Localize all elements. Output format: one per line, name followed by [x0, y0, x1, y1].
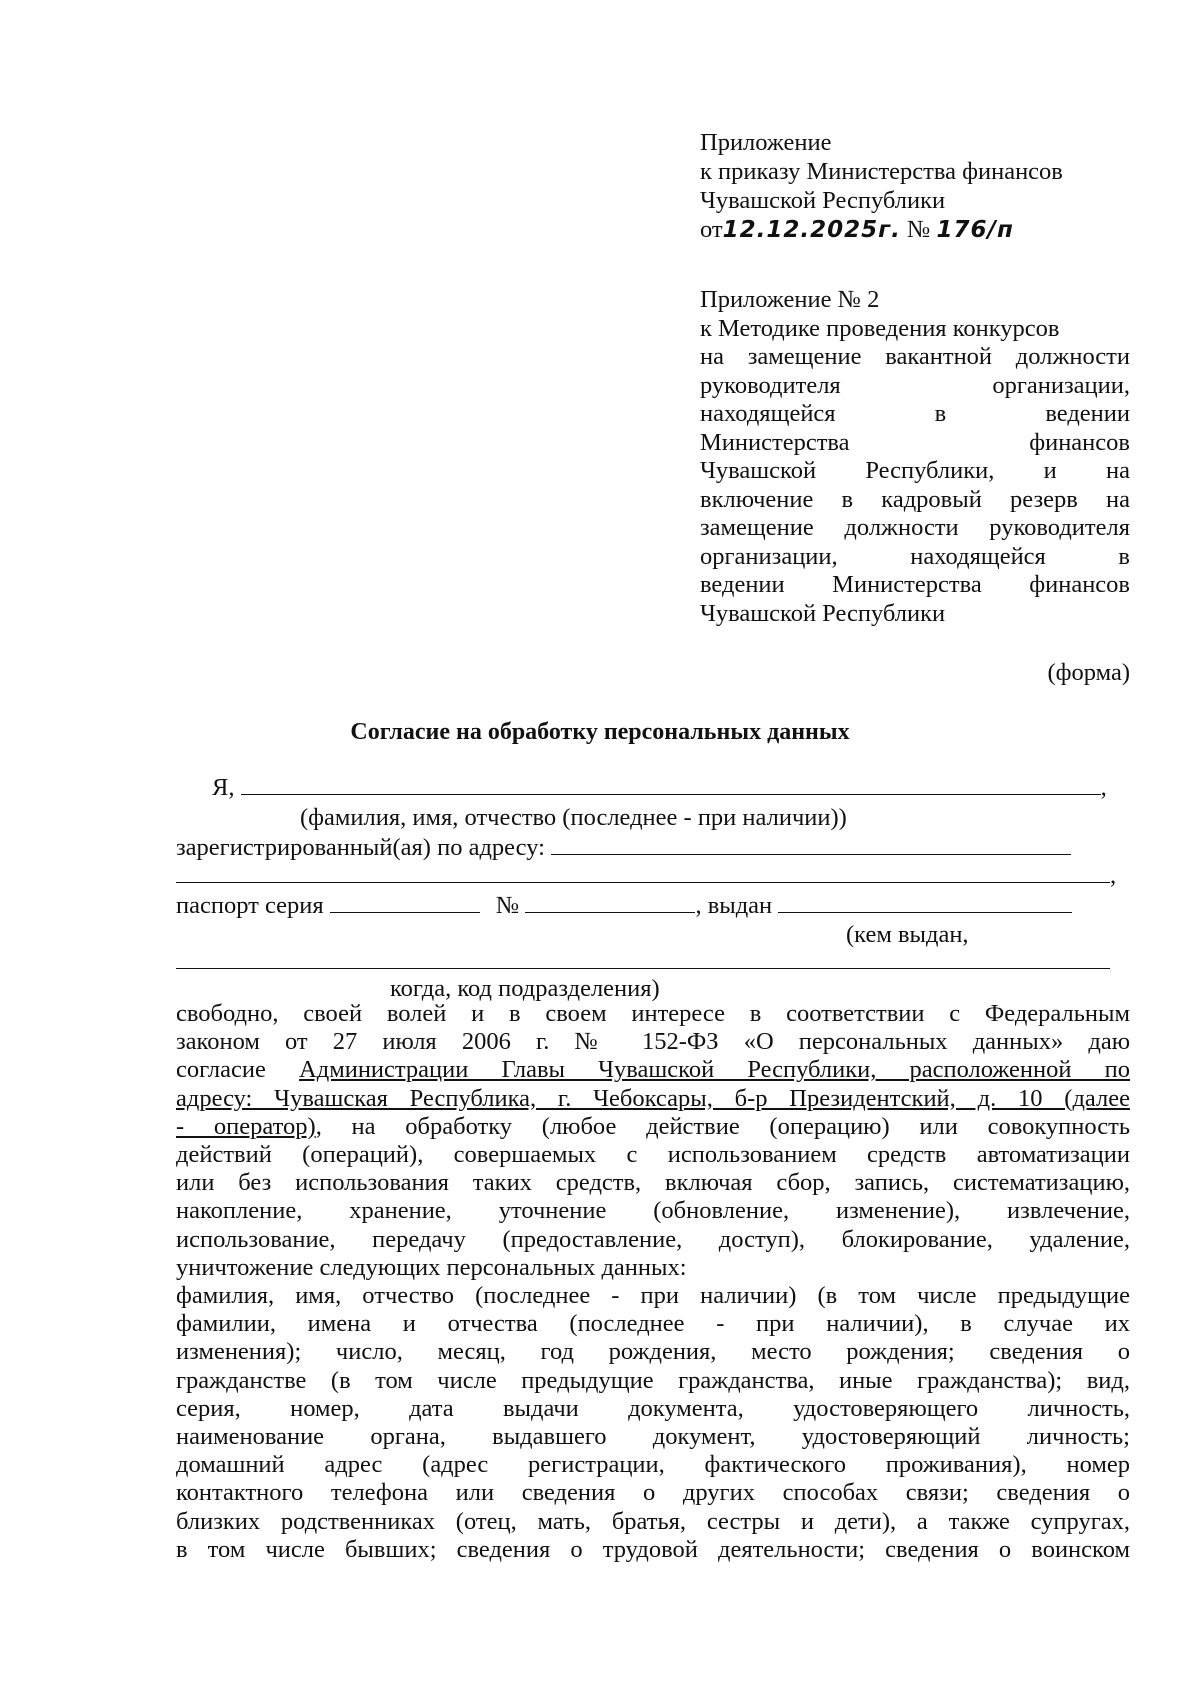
fio-hint: (фамилия, имя, отчество (последнее - при наличии)) — [300, 804, 847, 831]
document-title: Согласие на обработку персональных данных — [350, 719, 850, 745]
appendix-order-ref: к приказу Министерства финансов — [700, 158, 1063, 185]
address-label: зарегистрированный(ая) по адресу: — [176, 834, 545, 861]
address-field-2[interactable] — [176, 860, 1110, 883]
methodology-line: ведении Министерства финансов — [700, 571, 1130, 598]
address-suffix: , — [1110, 862, 1117, 889]
passport-number-field[interactable] — [525, 890, 695, 913]
body-line: или без использования таких средств, включая сбор, запись, систематизацию, — [176, 1169, 1130, 1197]
body-line: наименование органа, выдавшего документ, удостоверяющий личность; — [176, 1423, 1130, 1451]
methodology-line: руководителя организации, — [700, 371, 1130, 399]
body-line: изменения); число, месяц, год рождения, место рождения; сведения о — [176, 1338, 1130, 1366]
body-line: действий (операций), совершаемых с использованием средств автоматизации — [176, 1141, 1130, 1169]
when-hint: когда, код подразделения) — [390, 975, 660, 1002]
passport-label: паспорт серия — [176, 892, 324, 919]
appendix-title: Приложение — [700, 129, 832, 156]
issued-hint: (кем выдан, — [846, 921, 969, 948]
body-line: контактного телефона или сведения о других способах связи; сведения о — [176, 1479, 1130, 1507]
methodology-line: на замещение вакантной должности — [700, 343, 1130, 370]
consent-body — [176, 1000, 1130, 1564]
address-row-2 — [176, 860, 1116, 890]
methodology-line: находящейся в ведении — [700, 400, 1130, 427]
body-line-start: согласие — [176, 1056, 300, 1084]
methodology-line: Чувашской Республики, и на — [700, 457, 1130, 484]
body-line: в том числе бывших; сведения о трудовой деятельности; сведения о воинском — [176, 1535, 1130, 1563]
body-line: свободно, своей волей и в своем интересе в соответствии с Федеральным — [176, 1000, 1130, 1027]
methodology-line: к Методике проведения конкурсов — [700, 314, 1060, 342]
issued-label: , выдан — [695, 892, 773, 919]
handwritten-number: 176/п — [936, 217, 1014, 243]
body-line: серия, номер, дата выдачи документа, удостоверяющего личность, — [176, 1394, 1130, 1422]
passport-row — [176, 890, 1072, 920]
methodology-line: включение в кадровый резерв на — [700, 485, 1130, 513]
passport-number-sign: № — [495, 892, 520, 919]
processing-text: , на обработку (любое действие (операцию) или совокупность — [315, 1112, 1130, 1140]
issued-by-field[interactable] — [778, 890, 1072, 913]
fio-row — [212, 772, 1107, 802]
fio-field[interactable] — [241, 772, 1101, 795]
body-line: уничтожение следующих персональных данных: — [176, 1253, 687, 1281]
i-label: Я, — [212, 774, 235, 801]
body-line: накопление, хранение, уточнение (обновление, изменение), извлечение, — [176, 1197, 1130, 1225]
passport-series-field[interactable] — [330, 890, 480, 913]
date-prefix: от — [700, 216, 723, 243]
body-line-operator-3 — [176, 1113, 1130, 1141]
methodology-header — [700, 286, 1130, 628]
methodology-line: Министерства финансов — [700, 428, 1130, 456]
methodology-line: организации, находящейся в — [700, 542, 1130, 570]
body-line: близких родственниках (отец, мать, братья, сестры и дети), а также супругах, — [176, 1507, 1130, 1535]
operator-name: Администрации Главы Чувашской Республики, расположенной по — [299, 1056, 1130, 1084]
methodology-line: Чувашской Республики — [700, 599, 946, 627]
body-line-operator-1 — [176, 1056, 1130, 1084]
body-line: домашний адрес (адрес регистрации, фактического проживания), номер — [176, 1451, 1130, 1479]
address-field[interactable] — [551, 832, 1071, 855]
address-row — [176, 832, 1071, 862]
appendix-date-line — [700, 215, 1130, 245]
appendix-header — [700, 128, 1130, 245]
body-line: фамилия, имя, отчество (последнее - при наличии) (в том числе предыдущие — [176, 1282, 1130, 1310]
form-label: (форма) — [1047, 659, 1130, 686]
body-line-operator-2 — [176, 1085, 1130, 1113]
body-line: фамилии, имена и отчества (последнее - при наличии), в случае их — [176, 1310, 1130, 1338]
operator-address: адресу: Чувашская Республика, г. Чебоксары, б-р Президентский, д. 10 (далее — [176, 1084, 1130, 1112]
methodology-line: замещение должности руководителя — [700, 514, 1130, 541]
body-line: законом от 27 июля 2006 г. № 152-ФЗ «О персональных данных» даю — [176, 1028, 1130, 1056]
methodology-line: Приложение № 2 — [700, 286, 880, 313]
handwritten-date: 12.12.2025г. — [722, 217, 901, 243]
appendix-republic: Чувашской Республики — [700, 187, 946, 214]
operator-label: - оператор) — [176, 1112, 316, 1140]
fio-suffix: , — [1100, 774, 1107, 801]
body-line: использование, передачу (предоставление, доступ), блокирование, удаление, — [176, 1225, 1130, 1253]
number-prefix: № — [907, 216, 931, 243]
body-line: гражданстве (в том числе предыдущие гражданства, иные гражданства); вид, — [176, 1366, 1130, 1394]
issued-row-2 — [176, 946, 1110, 976]
issued-date-field[interactable] — [176, 946, 1110, 969]
